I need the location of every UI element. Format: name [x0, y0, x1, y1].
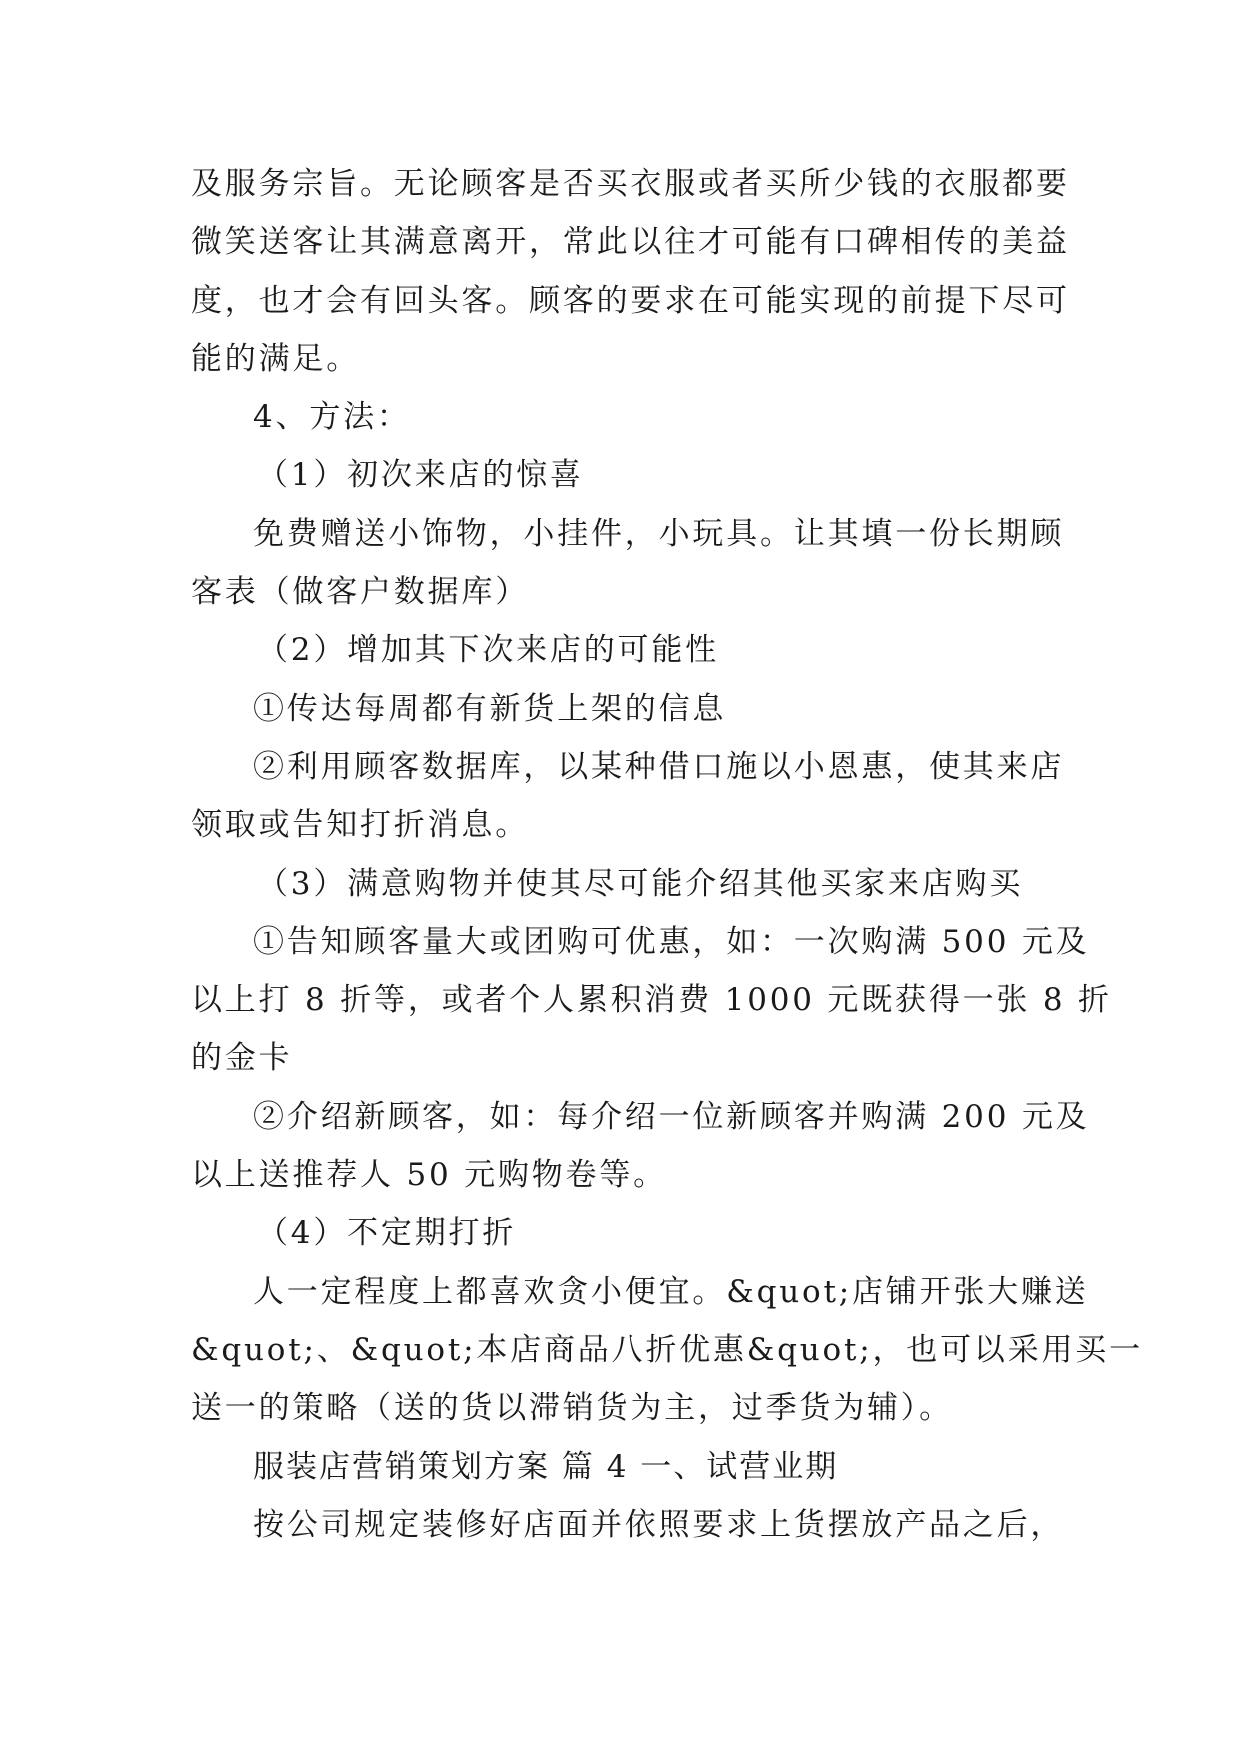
paragraph-line: 度，也才会有回头客。顾客的要求在可能实现的前提下尽可: [191, 282, 1070, 319]
subsection-heading: （4）不定期打折: [257, 1215, 517, 1252]
paragraph-line: 按公司规定装修好店面并依照要求上货摆放产品之后，: [253, 1506, 1065, 1543]
paragraph-line: 微笑送客让其满意离开，常此以往才可能有口碑相传的美益: [191, 224, 1070, 261]
article-heading: 服装店营销策划方案 篇 4 一、试营业期: [253, 1448, 839, 1485]
paragraph-line: &quot;、&quot;本店商品八折优惠&quot;，也可以采用买一: [191, 1331, 1143, 1368]
subsection-heading: （1）初次来店的惊喜: [257, 457, 584, 494]
paragraph-line: 领取或告知打折消息。: [191, 807, 529, 844]
paragraph-line: 及服务宗旨。无论顾客是否买衣服或者买所少钱的衣服都要: [191, 166, 1070, 202]
paragraph-line: 送一的策略（送的货以滞销货为主，过季货为辅）。: [191, 1390, 953, 1427]
document-body: [191, 155, 1143, 1554]
paragraph-line: 以上打 8 折等，或者个人累积消费 1000 元既获得一张 8 折: [191, 982, 1112, 1019]
subsection-heading: （3）满意购物并使其尽可能介绍其他买家来店购买: [257, 865, 1024, 902]
list-item: ①传达每周都有新货上架的信息: [253, 690, 727, 727]
list-item: ②介绍新顾客，如：每介绍一位新顾客并购满 200 元及: [253, 1098, 1090, 1135]
paragraph-line: 的金卡: [191, 1040, 293, 1077]
list-item: ①告知顾客量大或团购可优惠，如：一次购满 500 元及: [253, 923, 1090, 960]
paragraph-line: 免费赠送小饰物，小挂件，小玩具。让其填一份长期顾: [253, 515, 1065, 552]
paragraph-line: 以上送推荐人 50 元购物卷等。: [191, 1157, 667, 1194]
list-item: ②利用顾客数据库，以某种借口施以小恩惠，使其来店: [253, 748, 1065, 785]
paragraph-line: 人一定程度上都喜欢贪小便宜。&quot;店铺开张大赚送: [253, 1273, 1089, 1310]
subsection-heading: （2）增加其下次来店的可能性: [257, 632, 719, 669]
paragraph-line: 能的满足。: [191, 340, 360, 377]
section-heading: 4、方法：: [253, 399, 411, 436]
paragraph-line: 客表（做客户数据库）: [191, 574, 529, 611]
